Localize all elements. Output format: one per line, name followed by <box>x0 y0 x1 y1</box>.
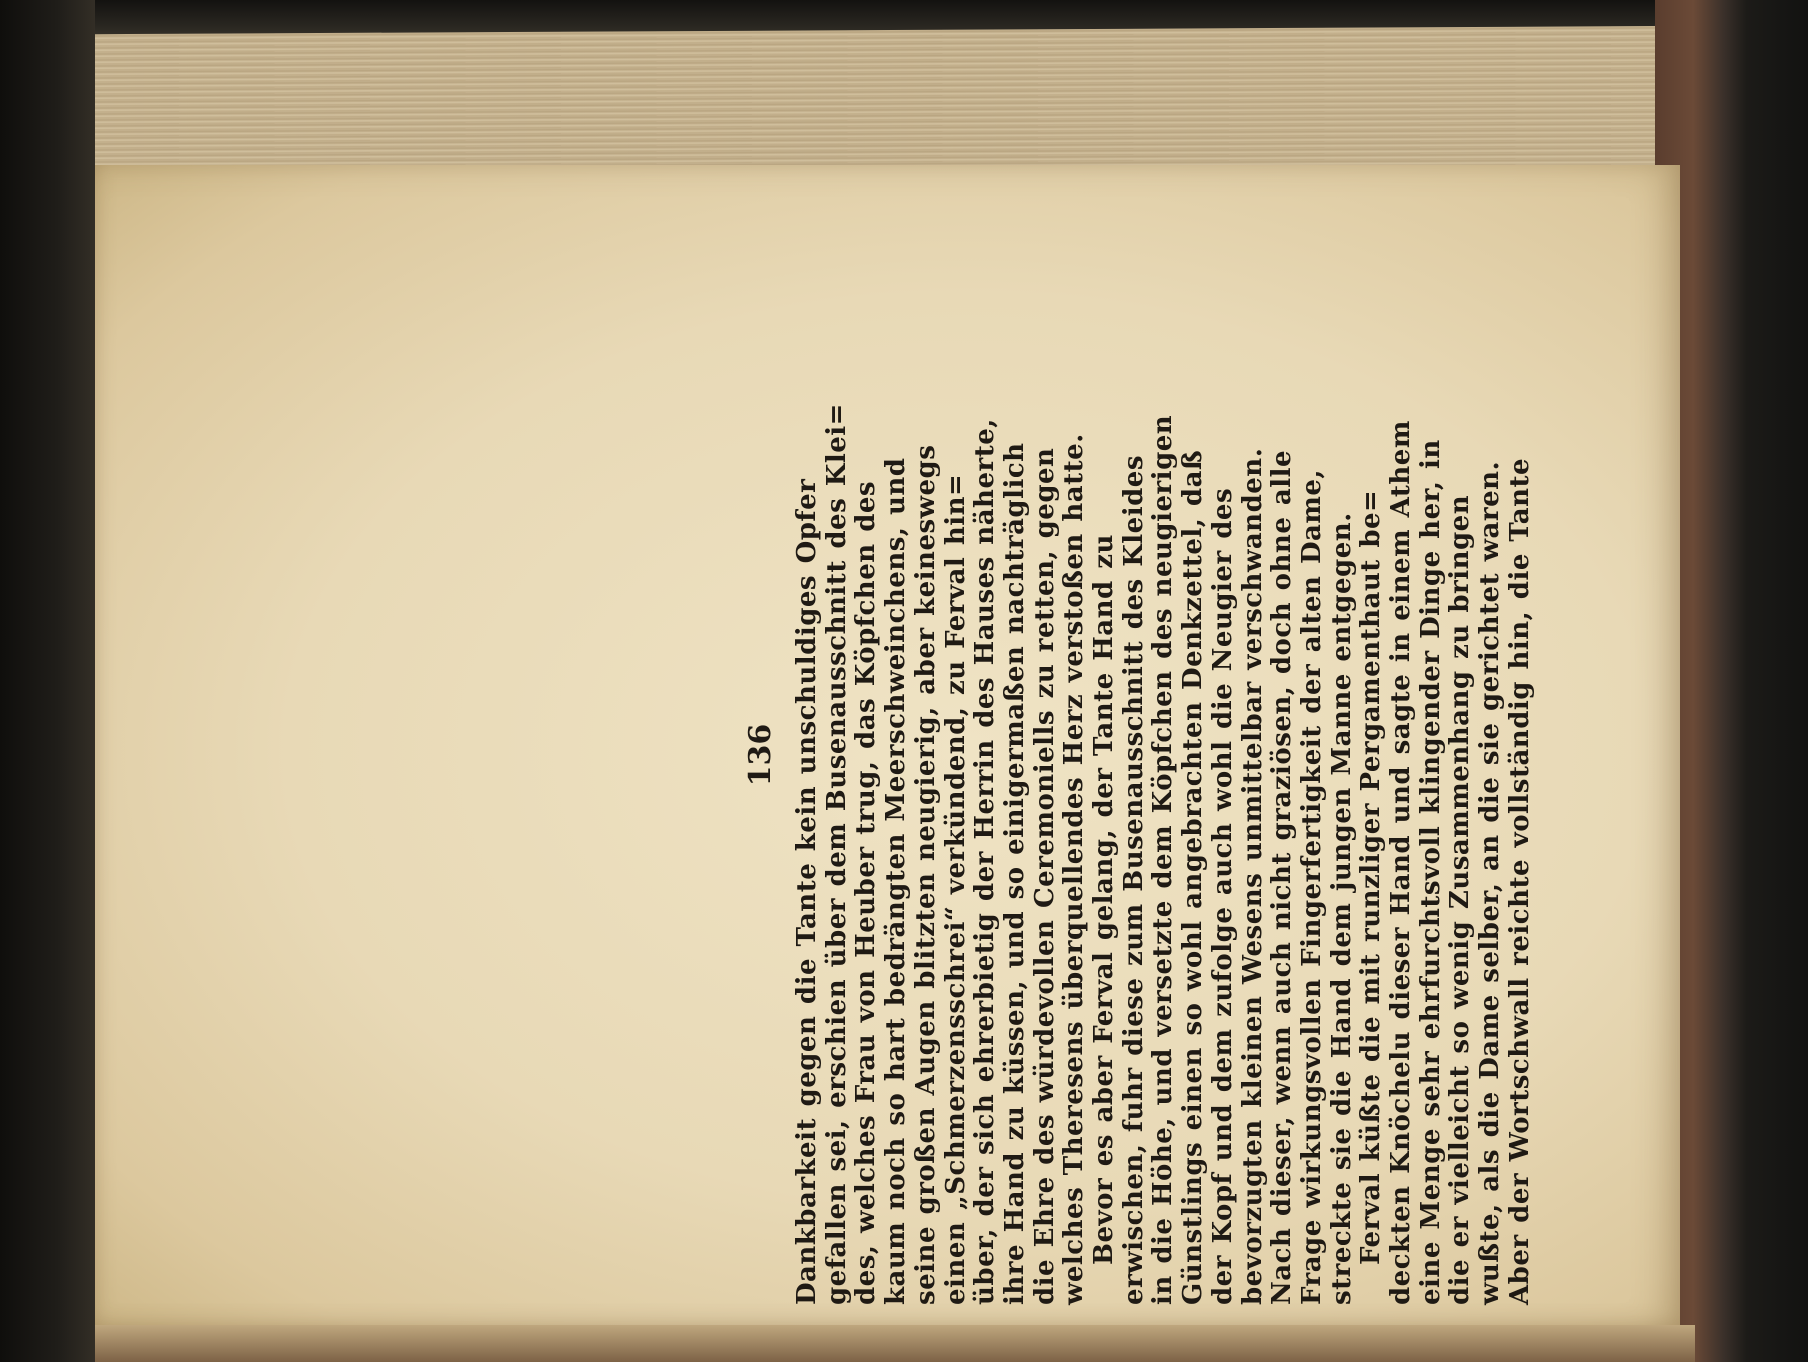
page-edges-top <box>95 26 1695 186</box>
text-line: gefallen sei, erschien über dem Busenausschnitt des Klei= <box>821 403 852 1305</box>
text-line: deckten Knöchelu dieser Hand und sagte in einem Athem <box>1386 420 1417 1305</box>
text-line: streckte sie die Hand dem jungen Manne entgegen. <box>1326 512 1357 1305</box>
text-line: in die Höhe, und versetzte dem Köpfchen des neugierigen <box>1148 414 1179 1305</box>
text-line: eine Menge sehr ehrfurchtsvoll klingender Dinge her, in <box>1415 439 1446 1305</box>
text-line: einen „Schmerzensschrei“ verkündend, zu Ferval hin= <box>940 473 971 1305</box>
text-line: die er vielleicht so wenig Zusammenhang zu bringen <box>1445 494 1476 1305</box>
text-line: ihre Hand zu küssen, und so einigermaßen nachträglich <box>999 442 1030 1305</box>
text-line: erwischen, fuhr diese zum Busenausschnitt des Kleides <box>1118 455 1149 1305</box>
text-line: seine großen Augen blitzten neugierig, aber keineswegs <box>910 444 941 1305</box>
text-line: des, welches Frau von Heuber trug, das Köpfchen des <box>851 480 882 1305</box>
text-line: Nach dieser, wenn auch nicht graziösen, doch ohne alle <box>1267 449 1298 1305</box>
text-line: der Kopf und dem zufolge auch wohl die Neugier des <box>1207 487 1238 1305</box>
text-line: über, der sich ehrerbietig der Herrin des Hauses näherte, <box>970 418 1001 1305</box>
text-line: Bevor es aber Ferval gelang, der Tante Hand zu <box>1089 534 1120 1265</box>
text-line: Ferval küßte die mit runzliger Pergamenthaut be= <box>1356 489 1387 1265</box>
text-line: wußte, als die Dame selber, an die sie gerichtet waren. <box>1475 460 1506 1305</box>
text-line: Dankbarkeit gegen die Tante kein unschuldiges Opfer <box>792 478 822 1305</box>
text-line: Aber der Wortschwall reichte vollständig hin, die Tante <box>1504 457 1535 1305</box>
text-line: Frage wirkungsvollen Fingerfertigkeit der alten Dame, <box>1296 469 1327 1305</box>
text-line: kaum noch so hart bedrängten Meerschweinchens, und <box>881 457 912 1305</box>
page-bottom-edge <box>95 1325 1695 1362</box>
book-cover-left-edge <box>0 0 95 1362</box>
page-body-text <box>793 205 1536 1305</box>
page-number: 136 <box>743 723 778 787</box>
text-line: bevorzugten kleinen Wesens unmittelbar verschwanden. <box>1237 447 1268 1305</box>
text-line: welches Theresens überquellendes Herz verstoßen hatte. <box>1059 433 1090 1305</box>
text-line: Günstlings einen so wohl angebrachten Denkzettel, daß <box>1178 449 1209 1305</box>
rotated-text-block <box>743 205 1535 1305</box>
text-line: die Ehre des würdevollen Ceremoniells zu retten, gegen <box>1029 447 1060 1305</box>
